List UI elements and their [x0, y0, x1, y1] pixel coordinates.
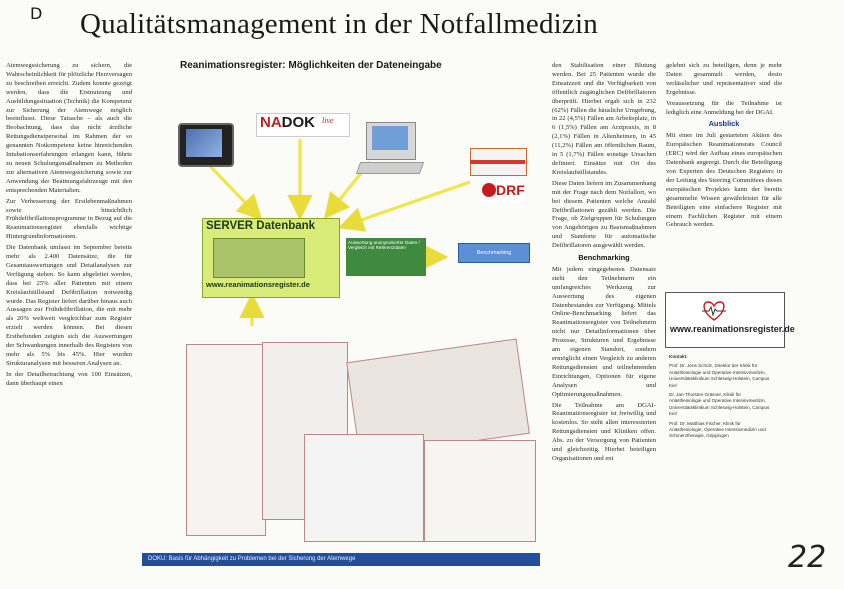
heart-ecg-icon — [700, 298, 728, 322]
analysis-box: Auswertung anonymisierter Daten / Vergleich mit Referenzdaten — [346, 238, 426, 276]
drf-logo-text: DRF — [496, 182, 525, 198]
arrow-ambulance — [344, 182, 470, 226]
server-url: www.reanimationsregister.de — [206, 280, 310, 289]
tablet-screen — [186, 129, 222, 157]
col4-paragraph: gelehnt sich zu beteiligen, denn je mehr Daten gesammelt werden, desto verlässlicher und repräsentativer sind die Ergebnisse. — [666, 62, 782, 96]
logo-url: www.reanimationsregister.de — [670, 324, 795, 334]
computer-screen — [372, 126, 408, 150]
server-title: SERVER Datenbank — [206, 220, 316, 232]
col3-paragraph: Diese Daten liefern im Zusammenhang mit der Frage nach dem Notfallort, wo bei diesem Patienten welche Anzahl Defibrillationen gezählt werden. Die Frage, ob Zielgruppen für Schulungen von Angehörigen zu Basismaßnahmen und Standorte für automatische Defibrillatoren ausgewählt werden. — [552, 179, 656, 250]
corner-mark: D — [30, 4, 43, 23]
drf-emblem-icon — [482, 183, 496, 197]
col3-paragraph: den Stabilisation einer Blutung werden. Bei 25 Patienten wurde die Einsatzzeit und die Verfügbarkeit von öffentlich zugänglichen Defibrillatoren überprüft. Hierbei ergab sich in 232 (62%) Fällen die häusliche Umgebung, in 22 (4,5%) Fällen am Arbeitsplatz, in 6 (1,5%) Fällen am Arztpraxis, in 8 (2,1%) Fällen in Altenheimen, in 45 (11,2%) Fällen am öffentlichen Raum, in 5 (1,7%) Fällen sonstige Ursachen definiert. Einsätze mit Ort des Kreislaufstillstandes. — [552, 62, 656, 176]
benchmarking-box: Benchmarking — [458, 243, 530, 263]
nadok-logo-text — [260, 114, 315, 131]
contact-block — [669, 354, 773, 443]
article-column-4 — [666, 62, 782, 288]
col1-paragraph: Zur Verbesserung der Erstlebenmaßnahmen sowie hinsichtlich Frühdefibrillationsprogramme in Bezug auf die Reanimationsregister ebenfalls wichtige Hintergrundinformationen. — [6, 197, 132, 241]
contact-heading: Kontakt: — [669, 354, 688, 359]
ausblick-heading: Ausblick — [708, 119, 740, 129]
keyboard-icon — [356, 162, 424, 174]
nadok-live-label: live — [322, 116, 334, 125]
col3-paragraph: Die Teilnahme am DGAI-Reanimationsregister ist freiwillig und kostenlos. So steht allen interessierten Rettungsdiensten und Kliniken offen. Abs. zu der Versorgung von Patienten und gleichzeitig. Hierbei beteiligen Organisationen und ent — [552, 401, 656, 462]
benchmarking-heading: Benchmarking — [578, 253, 630, 263]
contact-entry: Prof. Dr. Jens Scholz, Direktor der Klinik für Anästhesiologie und Operative Intensivmedizin, Universitätsklinikum Schleswig-Holstein, Campus Kiel — [669, 363, 770, 388]
figure-caption: DOKU: Basis für Abhängigkeit zu Problemen bei der Sicherung der Atemwege — [142, 553, 540, 566]
page-title: Qualitätsmanagement in der Notfallmedizin — [80, 8, 598, 40]
col1-paragraph: Die Datenbank umfasst im September bereits mehr als 2.400 Datensätze, die für Gesamtauswertungen und Detailanalysen zur Verfügung stehen. So kann abgeleitet werden, dass bei 25% aller Patienten mit einem Kreislaufstillstand Defibrillation notwendig wurde. Das Register liefert darüber hinaus auch Aussagen zur Frühdefibrillation, die mit mehr als 20% weltweit vergleichbar zum Register erzielt werden können. Bei diesen Erstbefunden zeigten sich die Auswertungen der Schwankungen innerhalb des Registers von mehr als 5% bis 45%. Hier wurden Strukturanalysen mit besseren Analysen an. — [6, 244, 132, 367]
article-column-1 — [6, 62, 132, 584]
form-sheet — [424, 440, 536, 542]
article-column-3 — [552, 62, 656, 584]
contact-entry: Dr. Jan-Thorsten Gräsner, Klinik für Anästhesiologie und Operative Intensivmedizin, Universitätsklinikum Schleswig-Holstein, Campus Kiel — [669, 392, 770, 417]
col1-paragraph: In der Detailbetrachtung von 100 Einsätzen, dann überhaupt einen — [6, 370, 132, 387]
server-screenshot — [213, 238, 305, 278]
arrow-tablet — [210, 166, 258, 216]
nadok-prefix: NA — [260, 114, 282, 131]
form-sheet — [304, 434, 424, 542]
col4-paragraph: Voraussetzung für die Teilnahme ist lediglich eine Anmeldung bei der DGAI. — [666, 99, 782, 116]
col1-paragraph: Atemwegssicherung zu sichern, die Wahrscheinlichkeit für plötzliche Herzversagen zu beschreiben erreicht. Zudem konnte gezeigt werden, dass die Erstnutzung und Ausbildungssituation (Technik) die Kompetenz zur Sicherung der Atemwege möglich beeinflusst. Diese Tatsache – als auch die Beobachtung, dass das nicht ärztliche Rettungsdienstpersonal im Rahmen der so genannten Notkompetenz keine hinreichenden Intubationserfahrungen erlangen kann, führte zu neuen Schulungsmaßnahmen zu Methoden zur alternativen Atemwegssicherung sowie zur Anwendung der Beatmungsfahrzeuge mit den entsprechenden Materialien. — [6, 62, 132, 194]
forms-collage — [186, 330, 536, 546]
contact-entry: Prof. Dr. Matthias Fischer, Klinik für Anästhesiologie, Operative Intensivmedizin und Schmerztherapie, Göppingen — [669, 420, 766, 439]
ambulance-stripe — [470, 160, 525, 164]
page-number: 22 — [788, 540, 827, 575]
col4-paragraph: Mit einer im Juli gestarteten Aktion des Europäischen Reanimationsrats Council (ERC) wird der Aufbau eines europäischen Datenbank angeregt. Durch die Beteiligung von Experten des Deutschen Registers in der Leitung des Steering Committees dieses europäischen Projektes kann der bereits gesammelte Wissen gewährleistet für alle Beteiligten eine einfachere Register mit einem Fachlichen Register mit einem Gebrauch werden. — [666, 132, 782, 229]
nadok-main: DOK — [281, 114, 316, 131]
figure-title: Reanimationsregister: Möglichkeiten der Dateneingabe — [180, 60, 442, 71]
form-sheet — [186, 344, 266, 536]
col3-paragraph: Mit jedem eingegebenen Datensatz steht den Teilnehmern ein umfangreiches Werkzeug zur Auswertung des eigenen Datenbestandes zur Verfügung. Mittels Online-Benchmarking liefert das Reanimationsregister von Teilnehmern nicht nur Detailinformationen über Prozesse, Strukturen und Ergebnisse am eigenen Standort, sondern ermöglicht einen Vergleich zu anderen Rettungsdiensten und teilnehmenden Einrichtungen, Optionen für eigene Analysen und Optimierungsmaßnahmen. — [552, 265, 656, 398]
